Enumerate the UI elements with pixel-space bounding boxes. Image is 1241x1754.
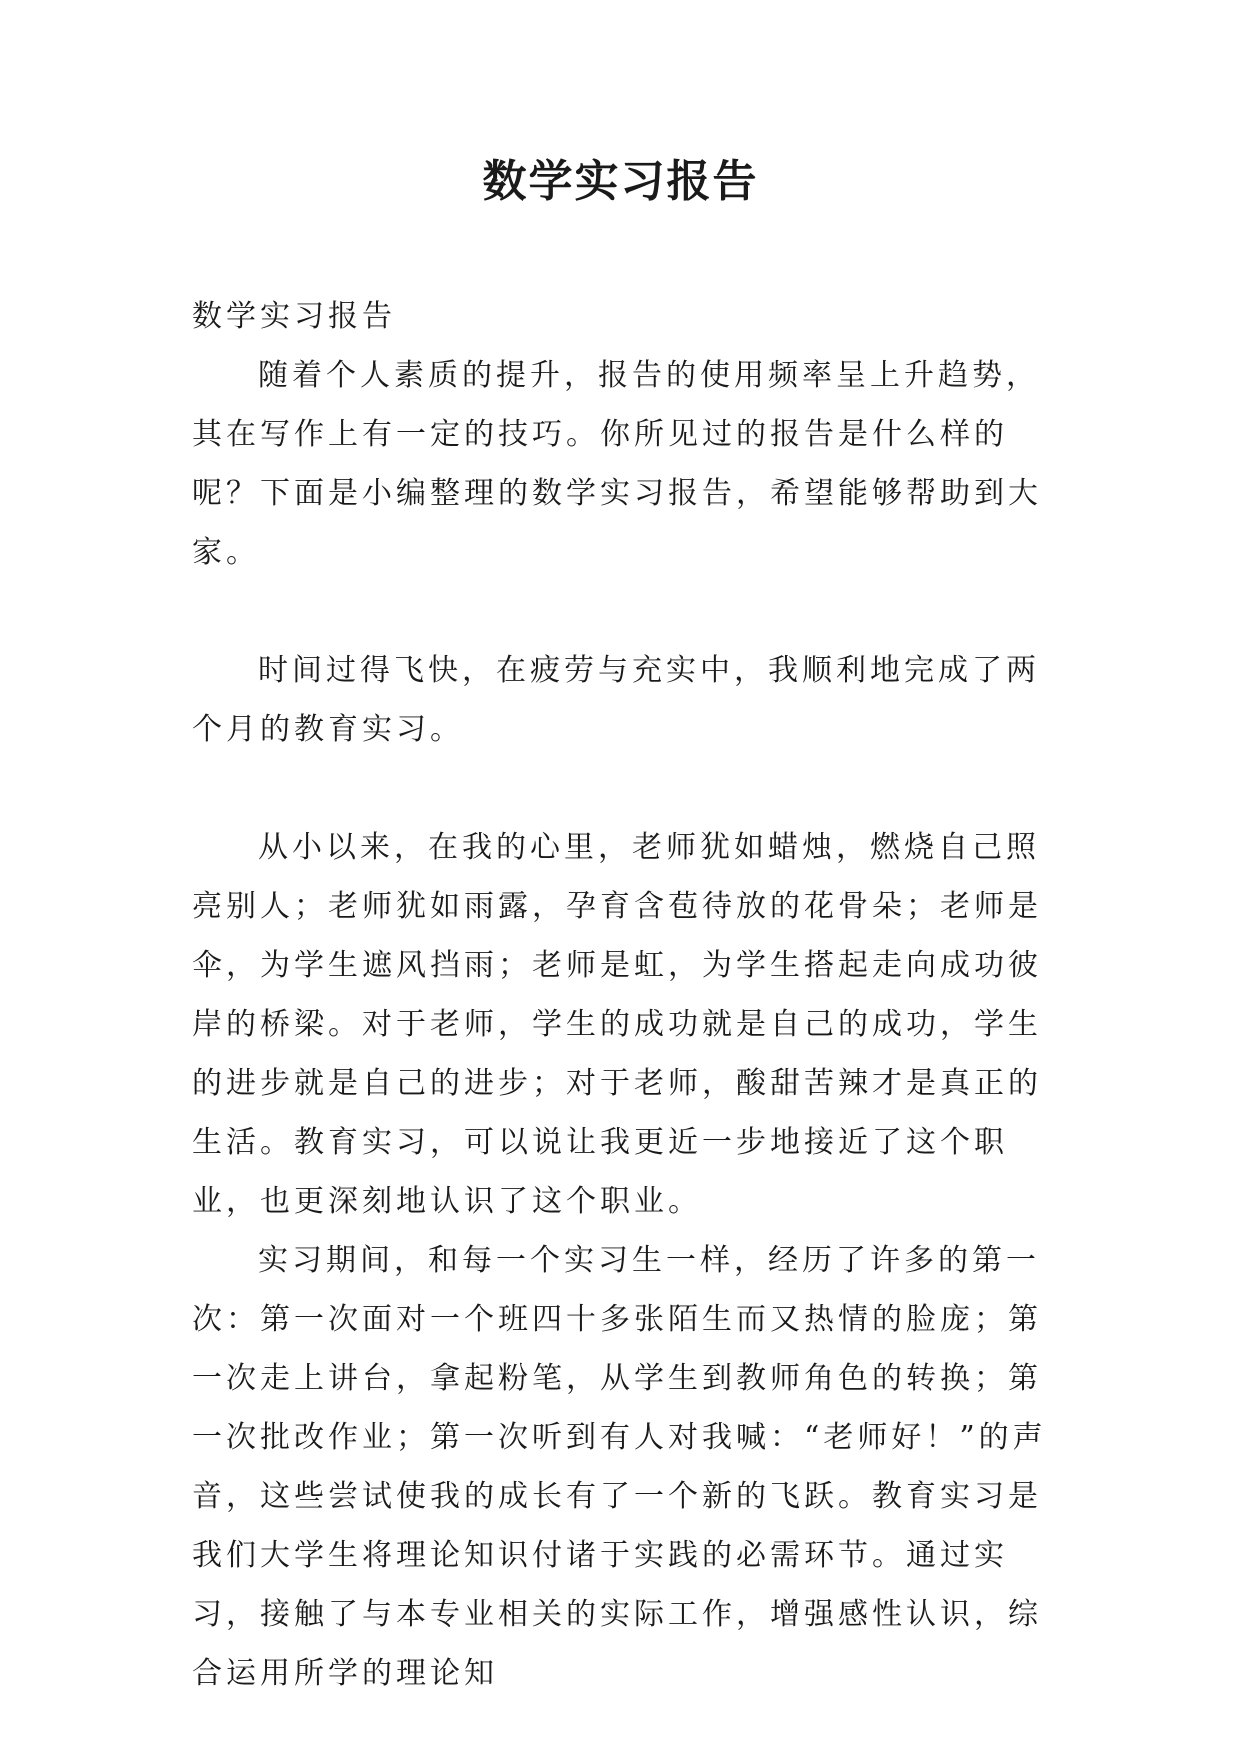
paragraph-internship: 实习期间，和每一个实习生一样，经历了许多的第一次：第一次面对一个班四十多张陌生而又热情的脸庞；第一次走上讲台，拿起粉笔，从学生到教师角色的转换；第一次批改作业；第一次听到有人对我喊：“老师好！”的声音，这些尝试使我的成长有了一个新的飞跃。教育实习是我们大学生将理论知识付诸于实践的必需环节。通过实习，接触了与本专业相关的实际工作，增强感性认识，综合运用所学的理论知	[192, 1243, 1047, 1691]
document-body	[192, 287, 1060, 1703]
document-subtitle: 数学实习报告	[192, 299, 396, 334]
paragraph-teacher: 从小以来，在我的心里，老师犹如蜡烛，燃烧自己照亮别人；老师犹如雨露，孕育含苞待放的花骨朵；老师是伞，为学生遮风挡雨；老师是虹，为学生搭起走向成功彼岸的桥梁。对于老师，学生的成功就是自己的成功，学生的进步就是自己的进步；对于老师，酸甜苦辣才是真正的生活。教育实习，可以说让我更近一步地接近了这个职业，也更深刻地认识了这个职业。	[192, 830, 1042, 1219]
paragraph-spacer	[192, 759, 1060, 818]
document-title: 数学实习报告	[482, 156, 759, 207]
paragraph-time: 时间过得飞快，在疲劳与充实中，我顺利地完成了两个月的教育实习。	[192, 653, 1040, 747]
paragraph-spacer	[192, 582, 1060, 641]
paragraph-intro: 随着个人素质的提升，报告的使用频率呈上升趋势，其在写作上有一定的技巧。你所见过的报告是什么样的呢？下面是小编整理的数学实习报告，希望能够帮助到大家。	[192, 358, 1042, 570]
